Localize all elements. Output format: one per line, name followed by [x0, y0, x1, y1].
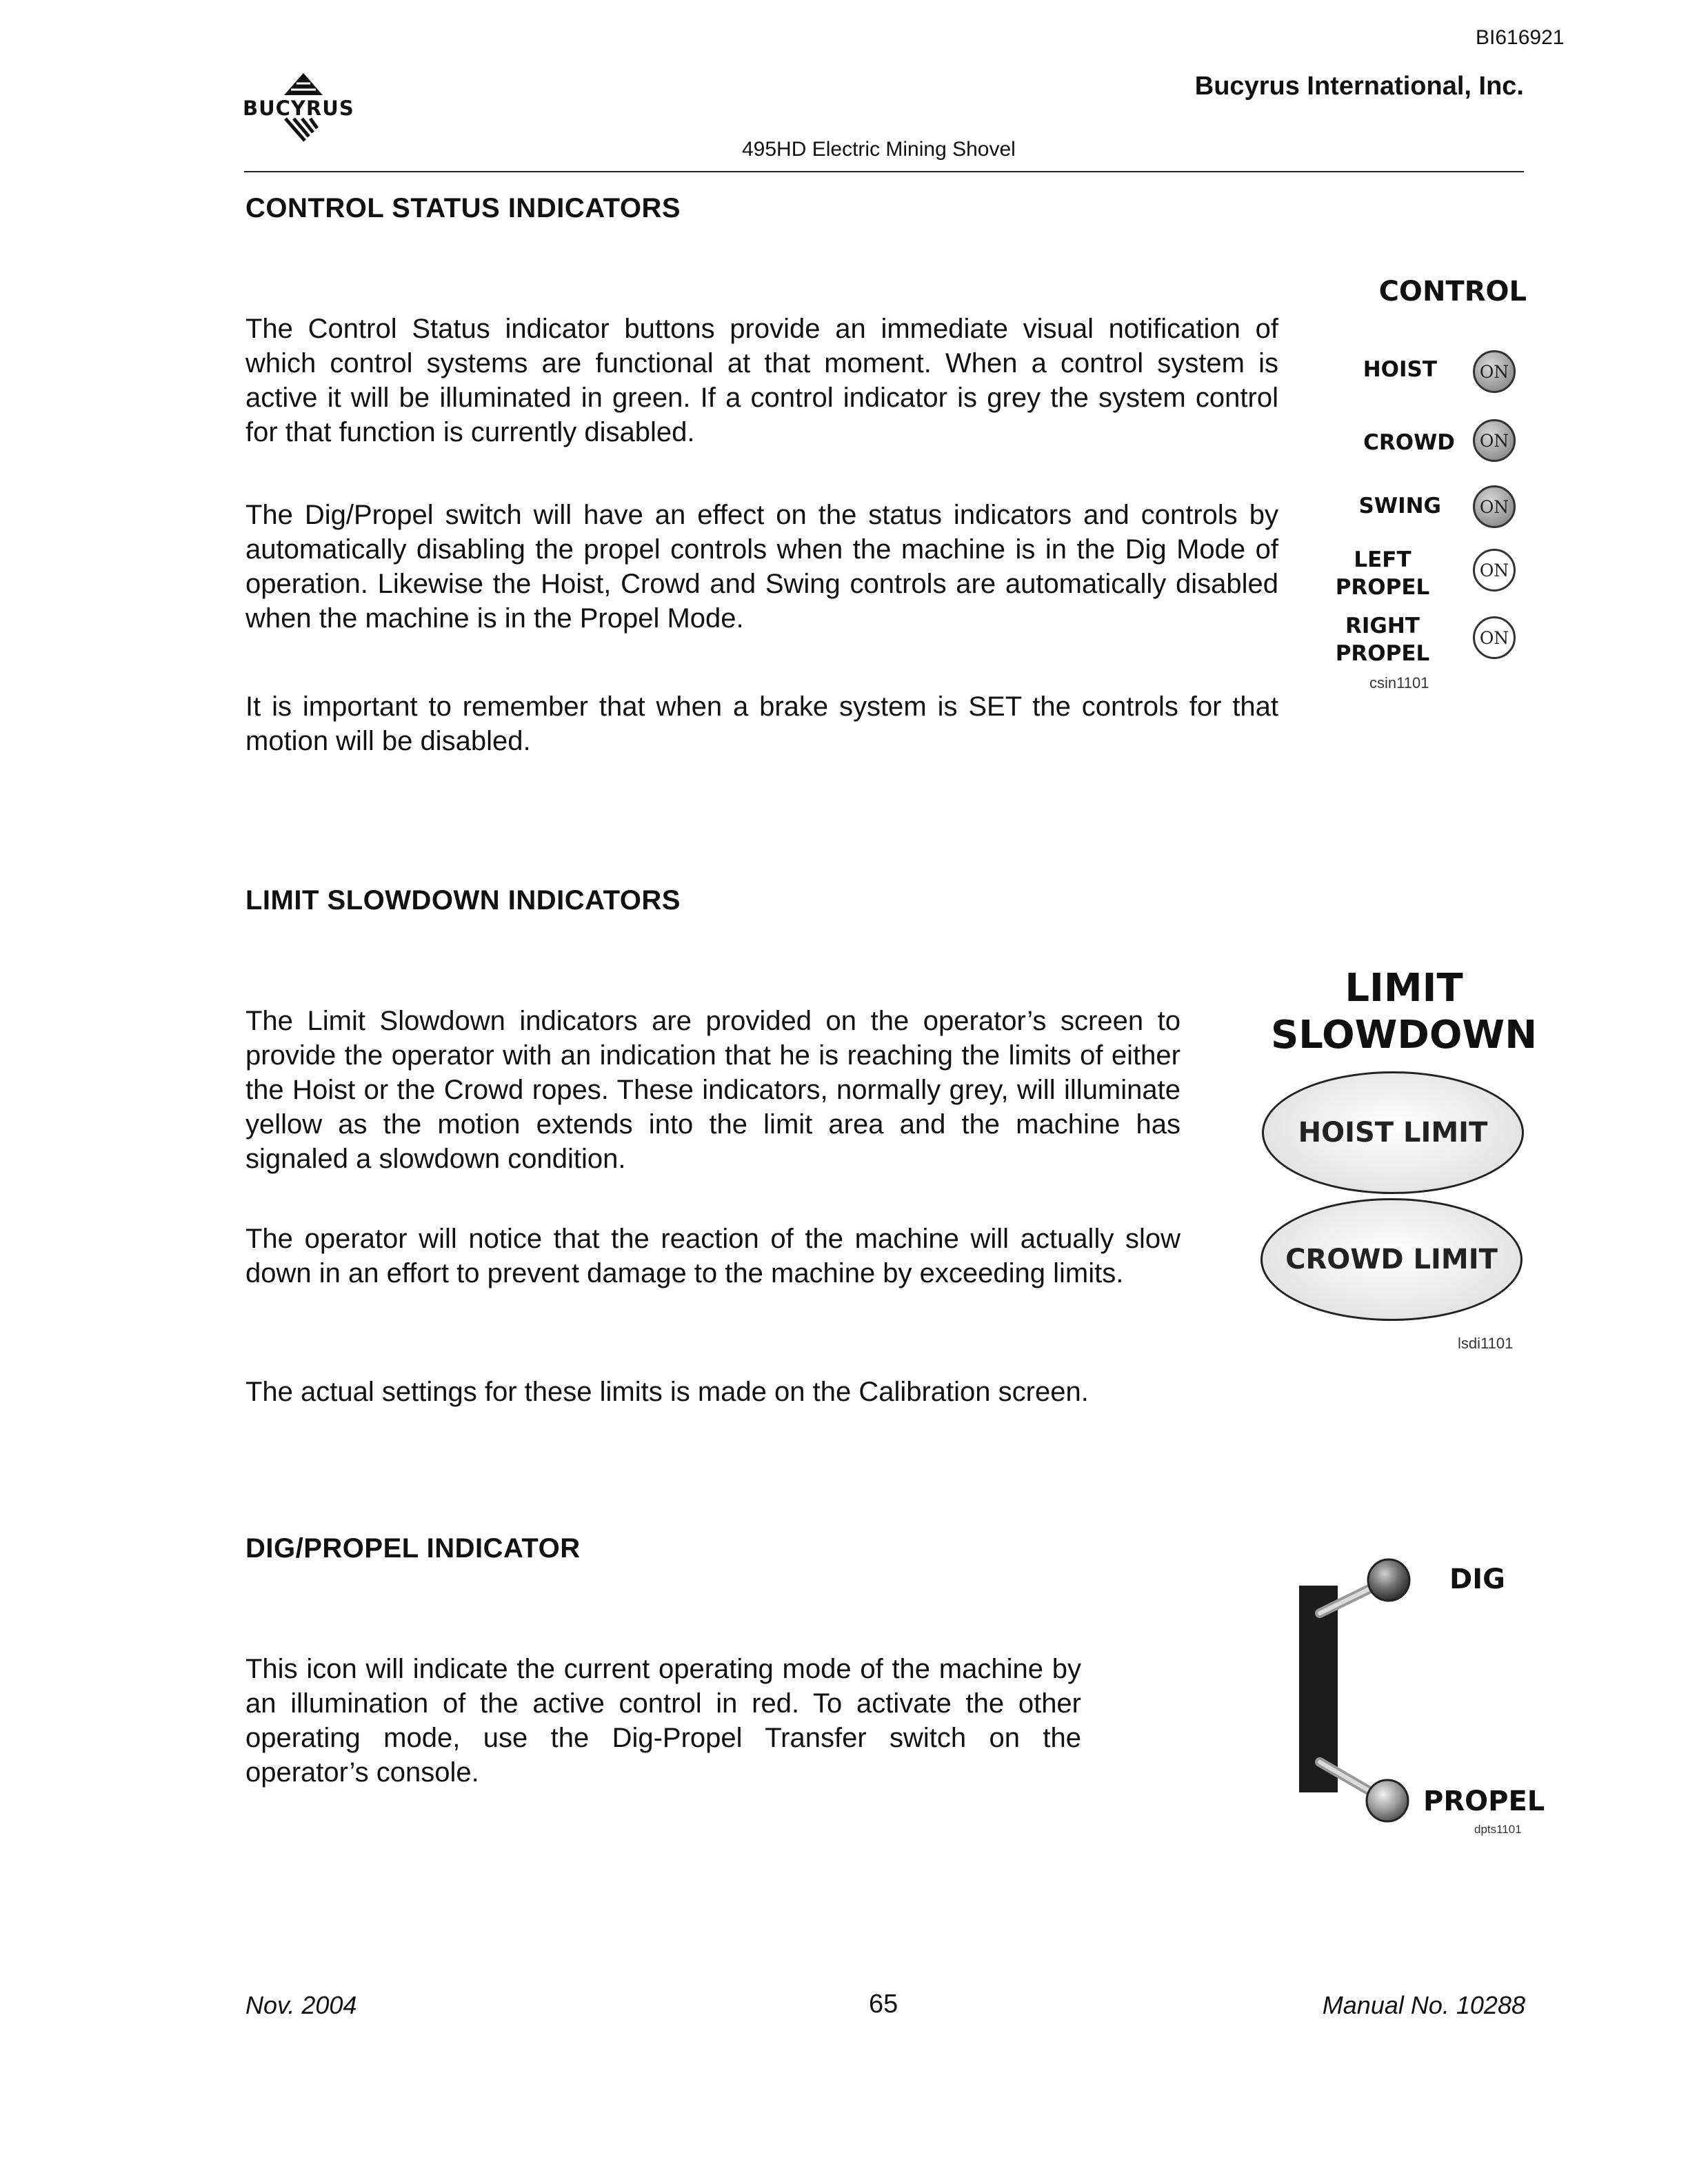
document-subtitle: 495HD Electric Mining Shovel: [742, 138, 1016, 161]
control-label-crowd: CROWD: [1363, 430, 1455, 455]
left-propel-on-indicator[interactable]: ON: [1473, 549, 1516, 592]
control-status-paragraph-2: The Dig/Propel switch will have an effect on the status indicators and controls by automatically disabling the propel controls when the machine is in the Dig Mode of operation. Likewise the Hoist, Crowd and Swing controls are automatically disabled when the machine is in the Propel Mode.: [245, 500, 1278, 634]
control-label-left-propel: LEFT PROPEL: [1335, 547, 1430, 600]
crowd-limit-indicator[interactable]: CROWD LIMIT: [1260, 1198, 1523, 1321]
document-id: BI616921: [1476, 26, 1565, 49]
propel-label: PROPEL: [1423, 1786, 1545, 1817]
control-figure-title: CONTROL: [1378, 276, 1527, 307]
dig-propel-paragraph: This icon will indicate the current operating mode of the machine by an illumination of the active control in red. To activate the other operating mode, use the Dig-Propel Transfer switch on the operator’s console.: [245, 1654, 1081, 1788]
company-name: Bucyrus International, Inc.: [1194, 72, 1524, 101]
section-heading-dig-propel: DIG/PROPEL INDICATOR: [245, 1533, 581, 1564]
control-label-right-propel: RIGHT PROPEL: [1335, 614, 1430, 666]
header-rule: [244, 171, 1524, 172]
section-heading-limit-slowdown: LIMIT SLOWDOWN INDICATORS: [245, 885, 681, 916]
logo-text: BUCYRUS: [243, 97, 354, 120]
control-figure-code: csin1101: [1369, 674, 1429, 691]
dig-label: DIG: [1449, 1564, 1505, 1595]
hoist-on-indicator[interactable]: ON: [1473, 350, 1516, 393]
limit-slowdown-paragraph-3: The actual settings for these limits is made on the Calibration screen.: [245, 1377, 1089, 1407]
crowd-on-indicator[interactable]: ON: [1473, 419, 1516, 462]
footer-date: Nov. 2004: [245, 1991, 357, 2019]
control-status-paragraph-3: It is important to remember that when a brake system is SET the controls for that motion will be disabled.: [245, 691, 1278, 756]
dig-propel-figure-code: dpts1101: [1474, 1823, 1522, 1836]
limit-slowdown-paragraph-2: The operator will notice that the reaction of the machine will actually slow down in an effort to prevent damage to the machine by exceeding limits.: [245, 1224, 1180, 1288]
control-status-paragraph-1: The Control Status indicator buttons provide an immediate visual notification of which control systems are functional at that moment. When a control system is active it will be illuminated in green. If a control indicator is grey the system control for that function is currently disabled.: [245, 314, 1278, 447]
limit-slowdown-figure-code: lsdi1101: [1458, 1335, 1514, 1352]
swing-on-indicator[interactable]: ON: [1473, 485, 1516, 528]
limit-slowdown-paragraph-1: The Limit Slowdown indicators are provided on the operator’s screen to provide the operator with an indication that he is reaching the limits of either the Hoist or the Crowd ropes. These indicators, normally grey, will illuminate yellow as the motion extends into the limit area and the machine has signaled a slowdown condition.: [245, 1006, 1180, 1174]
hoist-limit-indicator[interactable]: HOIST LIMIT: [1262, 1071, 1524, 1194]
limit-slowdown-figure-title: LIMIT SLOWDOWN: [1270, 966, 1538, 1058]
control-label-hoist: HOIST: [1363, 357, 1437, 382]
section-heading-control-status: CONTROL STATUS INDICATORS: [245, 193, 681, 223]
page-number: 65: [869, 1990, 898, 2019]
right-propel-on-indicator[interactable]: ON: [1473, 616, 1516, 659]
control-label-swing: SWING: [1358, 494, 1441, 518]
bucyrus-logo: [243, 69, 367, 146]
footer-manual-number: Manual No. 10288: [1322, 1991, 1525, 2019]
